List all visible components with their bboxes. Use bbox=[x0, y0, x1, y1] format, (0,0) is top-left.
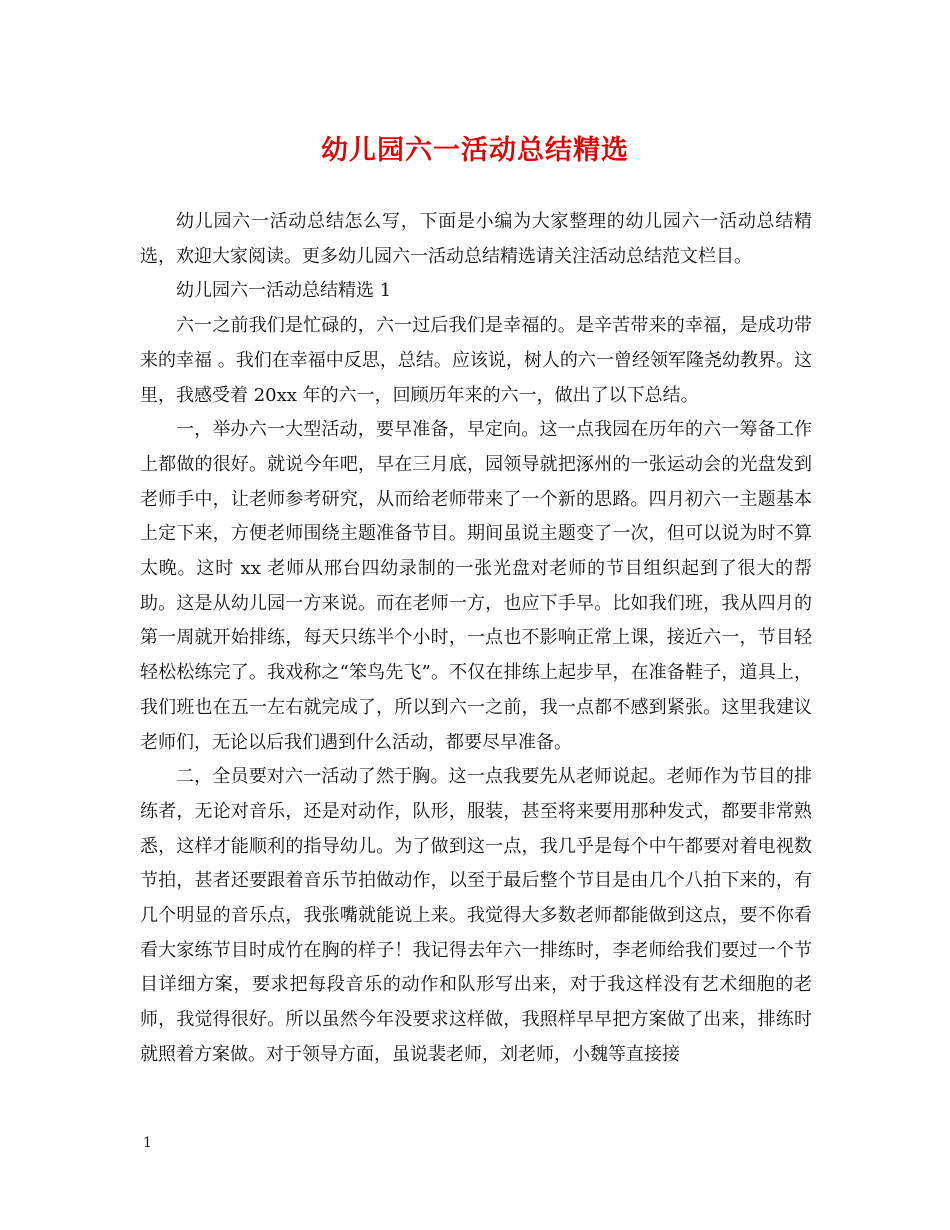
document-title: 幼儿园六一活动总结精选 bbox=[321, 135, 629, 166]
body-paragraph: 二，全员要对六一活动了然于胸。这一点我要先从老师说起。老师作为节目的排练者，无论对音乐，还是对动作，队形，服装，甚至将来要用那种发式，都要非常熟悉，这样才能顺利的指导幼儿。为了做到这一点，我几乎是每个中午都要对着电视数节拍，甚者还要跟着音乐节拍做动作，以至于最后整个节目是由几个八拍下来的，有几个明显的音乐点，我张嘴就能说上来。我觉得大多数老师都能做到这点，要不你看看大家练节目时成竹在胸的样子！我记得去年六一排练时，李老师给我们要过一个节目详细方案，要求把每段音乐的动作和队形写出来，对于我这样没有艺术细胞的老师，我觉得很好。所以虽然今年没要求这样做，我照样早早把方案做了出来，排练时就照着方案做。对于领导方面，虽说裴老师，刘老师，小魏等直接接 bbox=[140, 766, 812, 1065]
body-paragraph: 一，举办六一大型活动，要早准备，早定向。这一点我园在历年的六一筹备工作上都做的很好。就说今年吧，早在三月底，园领导就把涿州的一张运动会的光盘发到老师手中，让老师参考研究，从而给老师带来了一个新的思路。四月初六一主题基本上定下来，方便老师围绕主题准备节目。期间虽说主题变了一次，但可以说为时不算太晚。这时 xx 老师从邢台四幼录制的一张光盘对老师的节目组织起到了很大的帮助。这是从幼儿园一方来说。而在老师一方，也应下手早。比如我们班，我从四月的第一周就开始排练，每天只练半个小时，一点也不影响正常上课，接近六一，节目轻轻松松练完了。我戏称之“笨鸟先飞”。不仅在排练上起步早，在准备鞋子，道具上，我们班也在五一左右就完成了，所以到六一之前，我一点都不感到紧张。这里我建议老师们，无论以后我们遇到什么活动，都要尽早准备。 bbox=[140, 419, 812, 753]
document-body bbox=[140, 205, 812, 1073]
section-heading: 幼儿园六一活动总结精选 1 bbox=[176, 280, 392, 302]
page-number: 1 bbox=[143, 1135, 152, 1151]
body-paragraph: 六一之前我们是忙碌的，六一过后我们是幸福的。是辛苦带来的幸福，是成功带来的幸福 。我们在幸福中反思，总结。应该说，树人的六一曾经领军隆尧幼教界。这里，我感受着 20xx 年的六一，回顾历年来的六一，做出了以下总结。 bbox=[140, 315, 812, 406]
intro-paragraph: 幼儿园六一活动总结怎么写，下面是小编为大家整理的幼儿园六一活动总结精选，欢迎大家阅读。更多幼儿园六一活动总结精选请关注活动总结范文栏目。 bbox=[140, 211, 812, 267]
